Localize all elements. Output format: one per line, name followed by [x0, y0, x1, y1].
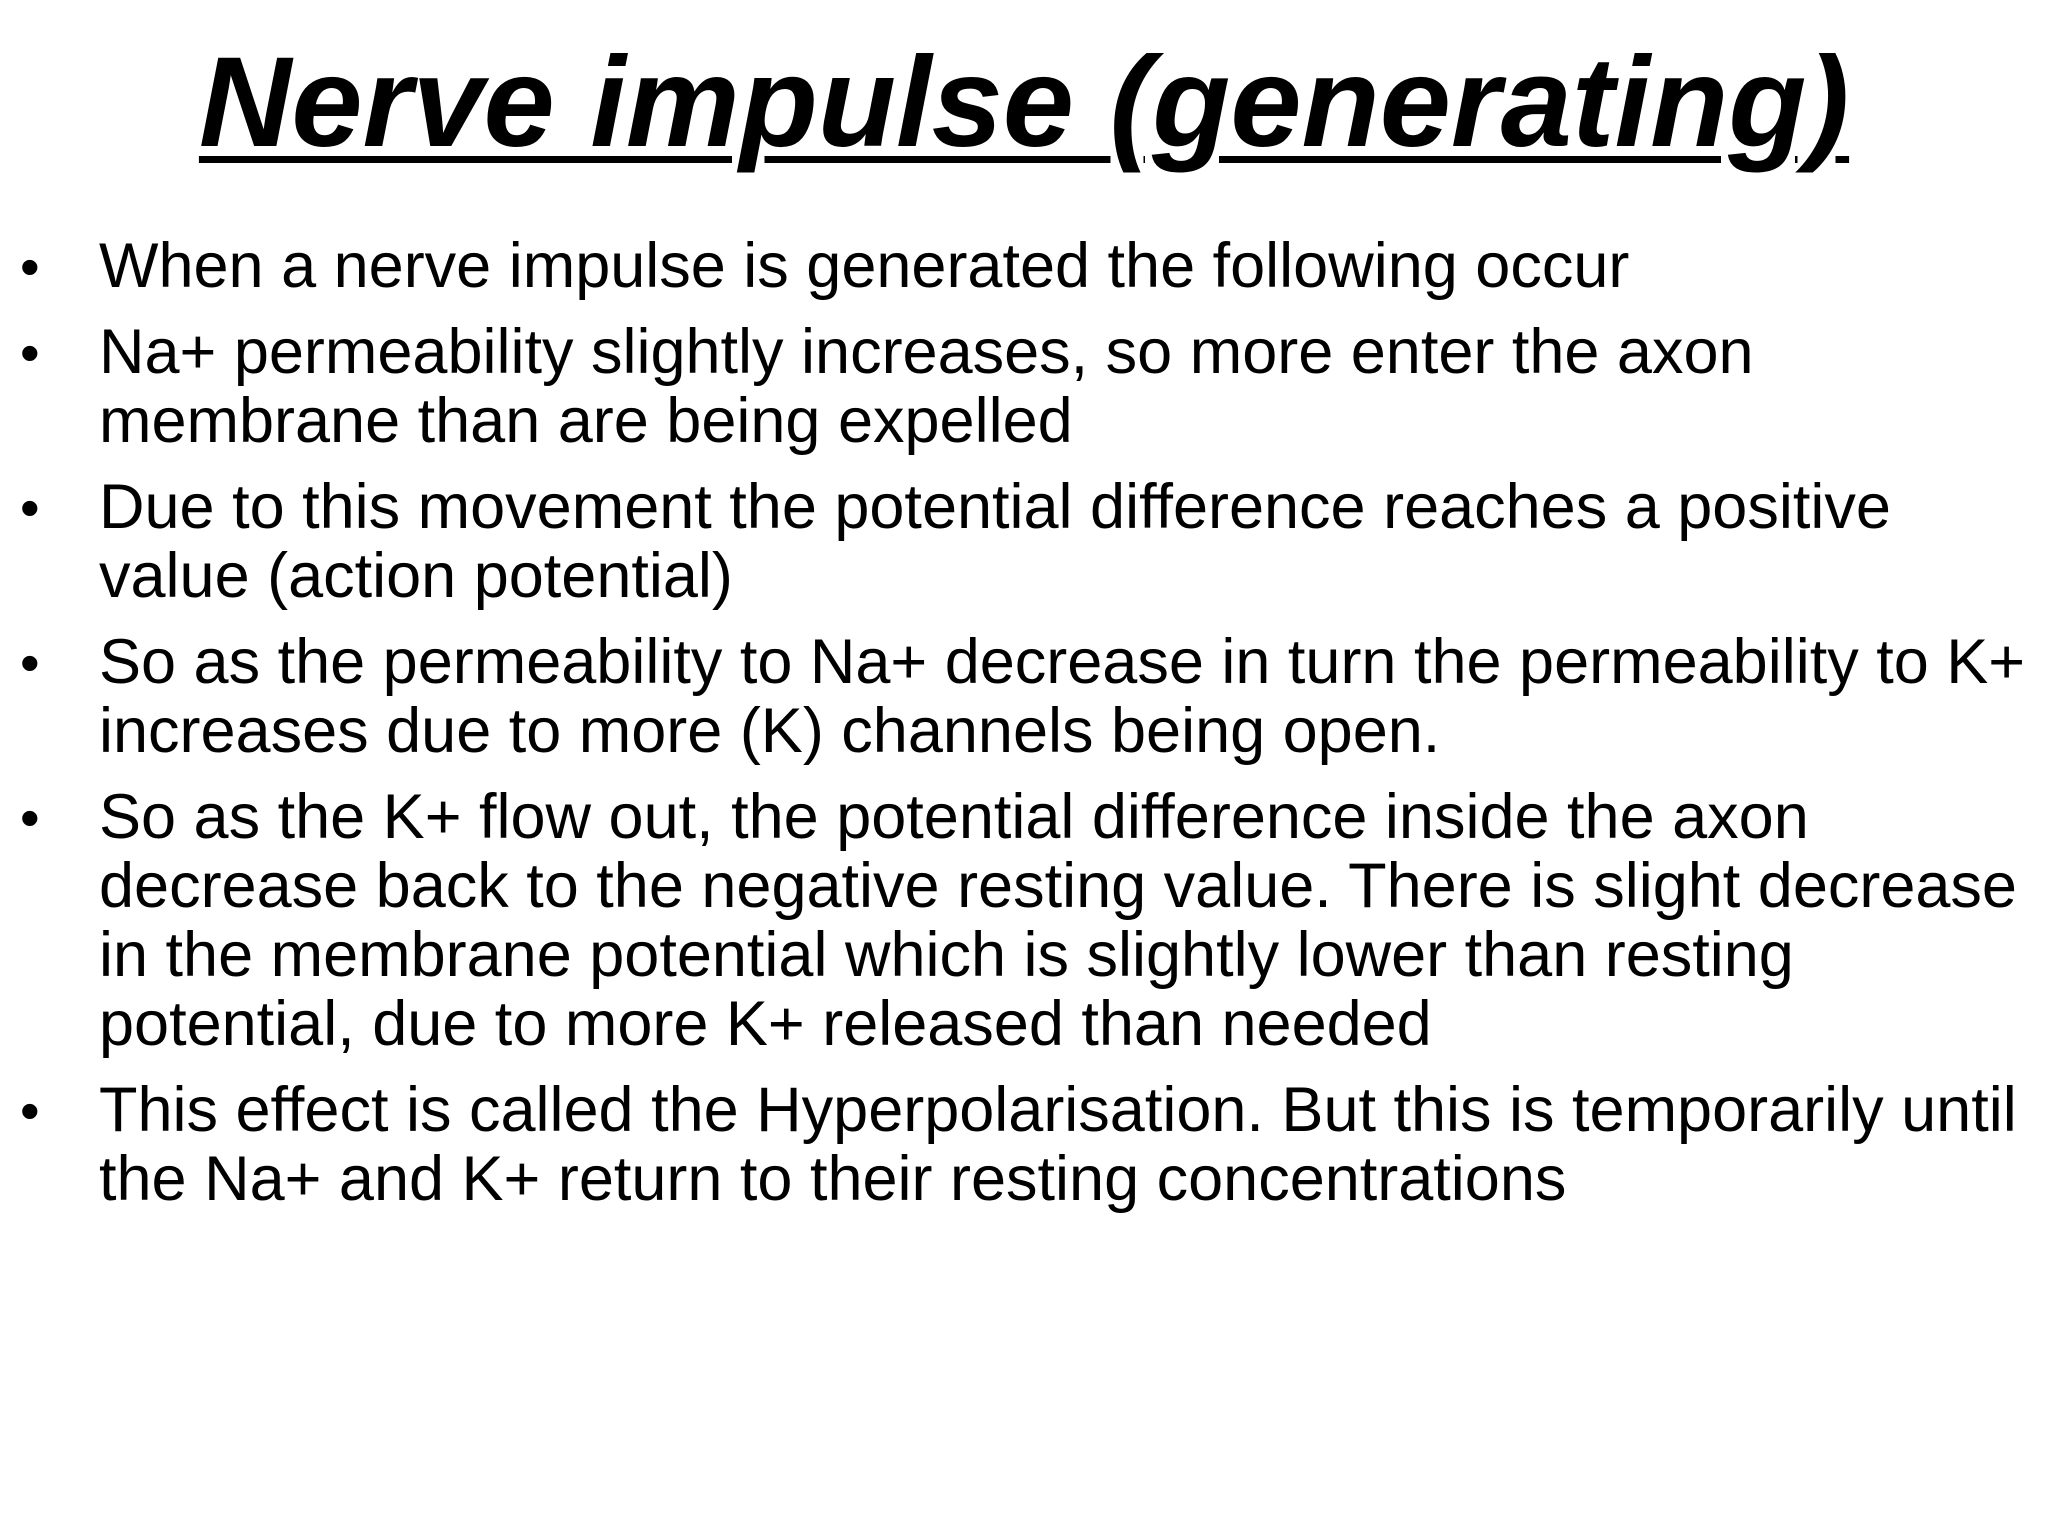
bullet-text: Na+ permeability slightly increases, so more enter the axon membrane than are being expelled	[99, 317, 1754, 456]
bullet-text: So as the permeability to Na+ decrease in turn the permeability to K+ increases due to more (K) channels being open.	[99, 627, 2026, 766]
bullet-item	[20, 473, 2030, 611]
bullet-dot-icon: •	[20, 786, 40, 849]
slide-title: Nerve impulse (generating)	[198, 31, 1850, 174]
bullet-dot-icon: •	[20, 631, 40, 694]
bullet-dot-icon: •	[20, 235, 40, 298]
bullet-text: This effect is called the Hyperpolarisation. But this is temporarily until the Na+ and K+ return to their resting concentrations	[99, 1075, 2017, 1214]
bullet-item	[20, 628, 2030, 766]
bullet-dot-icon: •	[20, 1079, 40, 1142]
bullet-list	[20, 232, 2030, 1231]
bullet-dot-icon: •	[20, 476, 40, 539]
bullet-item	[20, 232, 2030, 301]
bullet-item	[20, 783, 2030, 1059]
bullet-text: So as the K+ flow out, the potential difference inside the axon decrease back to the negative resting value. There is slight decrease in the membrane potential which is slightly lower than resting potential, due to more K+ released than needed	[99, 782, 2017, 1059]
bullet-item	[20, 1076, 2030, 1214]
bullet-dot-icon: •	[20, 321, 40, 384]
bullet-text: When a nerve impulse is generated the following occur	[99, 231, 1630, 301]
bullet-text: Due to this movement the potential difference reaches a positive value (action potential)	[99, 472, 1891, 611]
bullet-item	[20, 318, 2030, 456]
